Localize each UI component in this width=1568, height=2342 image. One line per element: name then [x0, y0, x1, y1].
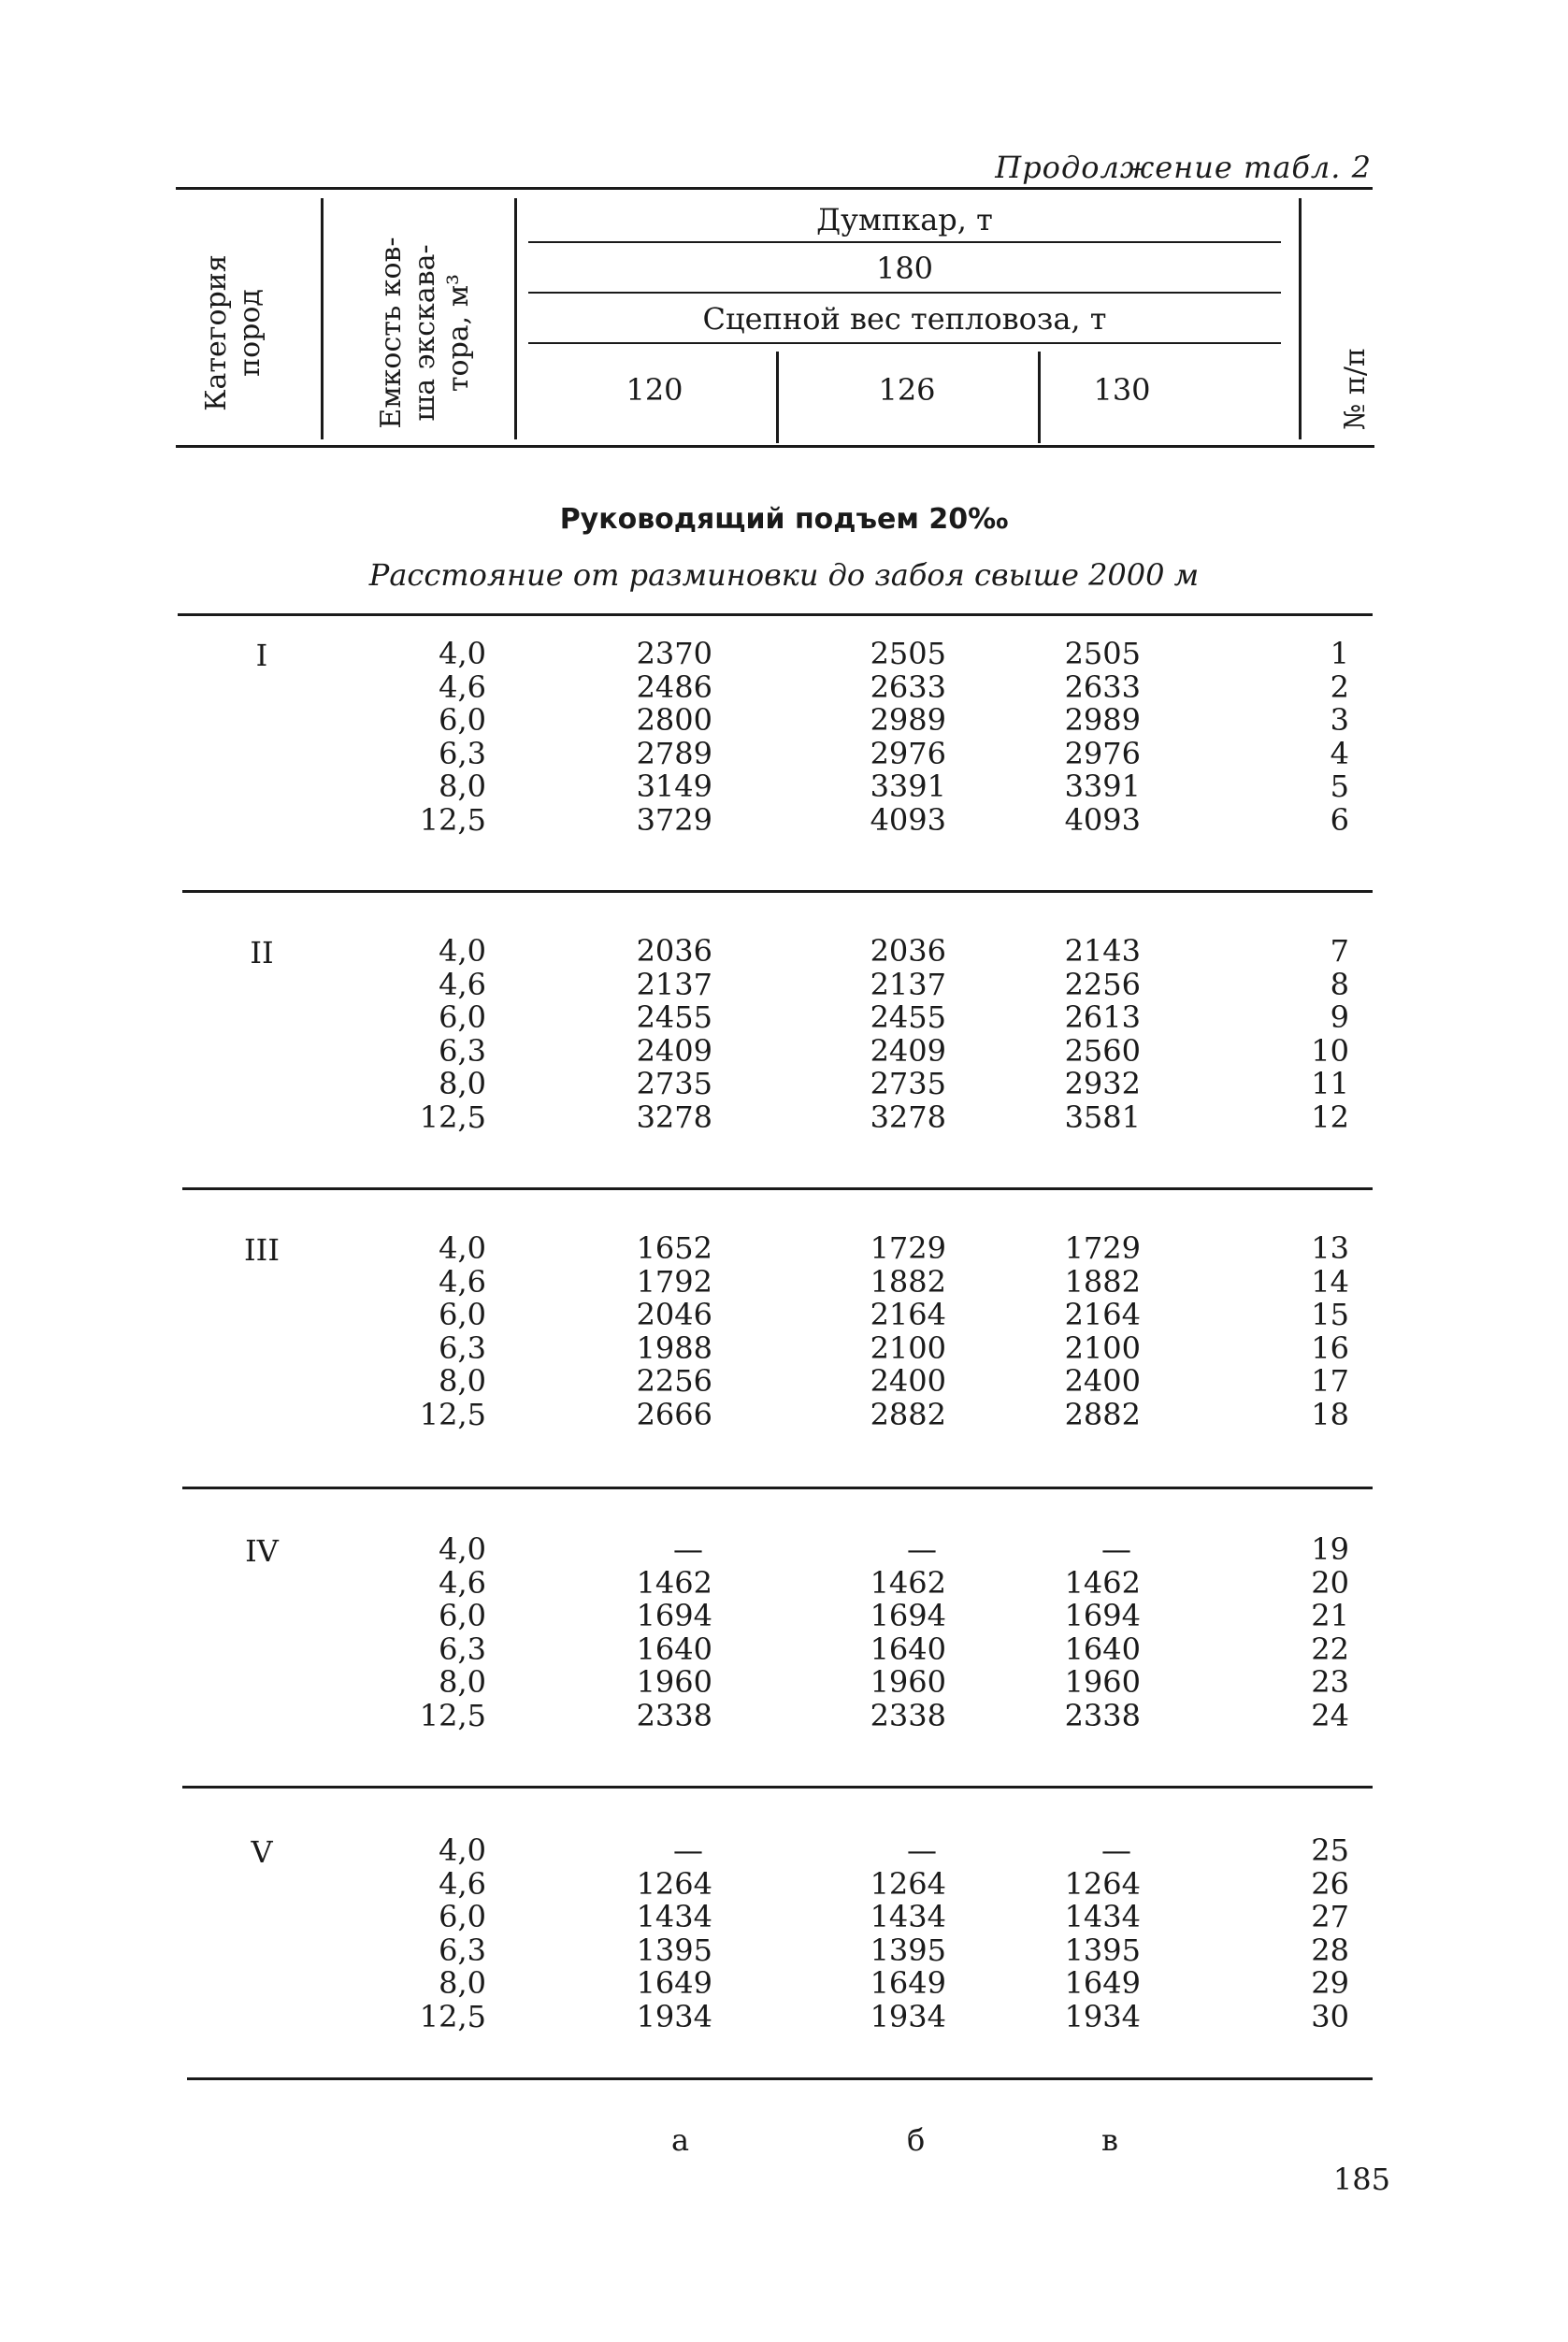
cell-120: 2789	[636, 735, 712, 771]
cell-capacity: 4,6	[439, 1263, 486, 1300]
cell-130: 1729	[1064, 1230, 1141, 1266]
cell-120: 1792	[636, 1263, 712, 1300]
cell-row-number: 16	[1311, 1329, 1349, 1366]
cell-126: 1882	[870, 1263, 946, 1300]
group-separator-rule	[182, 1187, 1373, 1190]
header-divider-3	[1299, 198, 1302, 439]
cell-126: 4093	[870, 801, 946, 838]
cell-120: 1934	[636, 1998, 712, 2034]
cell-row-number: 5	[1330, 769, 1349, 804]
cell-capacity: 12,5	[419, 1998, 486, 2034]
header-row-number: № п/п	[1339, 347, 1372, 431]
cell-130: 2882	[1064, 1396, 1141, 1432]
header-divider-1	[321, 198, 324, 439]
cell-126: 1640	[870, 1631, 946, 1667]
cell-row-number: 11	[1311, 1066, 1349, 1101]
cell-capacity: 4,6	[439, 1865, 486, 1902]
cell-130: 4093	[1064, 801, 1141, 838]
cell-120: 2409	[636, 1032, 712, 1069]
header-bucket-capacity: Емкость ков- ша экскава- тора, м³	[375, 237, 475, 429]
group-separator-rule	[182, 1786, 1373, 1789]
cell-row-number: 9	[1330, 999, 1349, 1035]
section-rule	[178, 613, 1373, 616]
cell-130: 2400	[1064, 1363, 1141, 1399]
cell-120: 2486	[636, 668, 712, 705]
header-loco-weight: Сцепной вес тепловоза, т	[702, 301, 1107, 337]
cell-120: 1462	[636, 1564, 712, 1601]
cell-130: 2613	[1064, 999, 1141, 1035]
cell-row-number: 23	[1311, 1664, 1349, 1700]
table-bottom-rule	[187, 2077, 1373, 2080]
header-dumpcar: Думпкар, т	[816, 202, 993, 237]
cell-capacity: 4,0	[439, 636, 486, 671]
cell-126: —	[907, 1832, 937, 1868]
cell-126: 2633	[870, 668, 946, 705]
section-subtitle: Расстояние от разминовки до забоя свыше 2000 м	[368, 557, 1200, 593]
cell-130: 2989	[1064, 702, 1141, 738]
cell-row-number: 13	[1311, 1230, 1349, 1266]
cell-126: 1462	[870, 1564, 946, 1601]
cell-120: 2046	[636, 1297, 712, 1332]
header-subrule-2	[528, 292, 1281, 294]
cell-row-number: 27	[1311, 1899, 1349, 1934]
cell-120: 1649	[636, 1965, 712, 2001]
cell-capacity: 4,0	[439, 933, 486, 969]
header-divider-2	[514, 198, 517, 439]
cell-130: 1640	[1064, 1631, 1141, 1667]
cell-126: 1934	[870, 1998, 946, 2034]
cell-row-number: 1	[1330, 636, 1349, 671]
cell-126: 2338	[870, 1697, 946, 1733]
cell-130: 2338	[1064, 1697, 1141, 1733]
cell-row-number: 2	[1330, 668, 1349, 705]
cell-capacity: 4,6	[439, 966, 486, 1002]
cell-126: 2036	[870, 933, 946, 969]
cell-120: 2338	[636, 1697, 712, 1733]
cell-120: 2666	[636, 1396, 712, 1432]
header-subrule-1	[528, 241, 1281, 243]
cell-130: —	[1101, 1832, 1131, 1868]
cell-120: 2036	[636, 933, 712, 969]
cell-120: 1434	[636, 1899, 712, 1934]
cell-row-number: 12	[1311, 1099, 1349, 1135]
cell-130: 2633	[1064, 668, 1141, 705]
cell-126: 1649	[870, 1965, 946, 2001]
cell-120: 2137	[636, 966, 712, 1002]
cell-126: 1434	[870, 1899, 946, 1934]
category-label: II	[250, 935, 274, 970]
cell-126: 1264	[870, 1865, 946, 1902]
cell-126: 2735	[870, 1066, 946, 1101]
cell-120: —	[673, 1832, 703, 1868]
header-bottom-rule	[176, 445, 1374, 448]
cell-130: 2100	[1064, 1329, 1141, 1366]
continuation-label: Продолжение табл. 2	[995, 150, 1372, 185]
cell-row-number: 26	[1311, 1865, 1349, 1902]
cell-130: 1264	[1064, 1865, 1141, 1902]
cell-capacity: 8,0	[439, 1363, 486, 1399]
cell-126: 3278	[870, 1099, 946, 1135]
cell-126: 1960	[870, 1664, 946, 1700]
cell-capacity: 6,3	[439, 1631, 486, 1667]
cell-126: 2505	[870, 636, 946, 671]
cell-130: —	[1101, 1531, 1131, 1567]
header-top-rule	[176, 187, 1373, 190]
cell-126: 2100	[870, 1329, 946, 1366]
cell-120: 1640	[636, 1631, 712, 1667]
cell-120: 2455	[636, 999, 712, 1035]
cell-row-number: 24	[1311, 1697, 1349, 1733]
cell-126: 2400	[870, 1363, 946, 1399]
cell-130: 2143	[1064, 933, 1141, 969]
cell-row-number: 14	[1311, 1263, 1349, 1300]
cell-row-number: 25	[1311, 1832, 1349, 1868]
cell-120: 3729	[636, 801, 712, 838]
page-number: 185	[1332, 2162, 1390, 2197]
cell-row-number: 18	[1311, 1396, 1349, 1432]
cell-126: 1694	[870, 1598, 946, 1633]
cell-capacity: 6,3	[439, 735, 486, 771]
cell-126: 2455	[870, 999, 946, 1035]
cell-130: 2256	[1064, 966, 1141, 1002]
cell-126: 2882	[870, 1396, 946, 1432]
cell-120: 2735	[636, 1066, 712, 1101]
cell-120: 2256	[636, 1363, 712, 1399]
cell-130: 2932	[1064, 1066, 1141, 1101]
cell-130: 2976	[1064, 735, 1141, 771]
cell-capacity: 6,3	[439, 1932, 486, 1968]
cell-capacity: 6,0	[439, 999, 486, 1035]
cell-row-number: 8	[1330, 966, 1349, 1002]
cell-120: 2800	[636, 702, 712, 738]
cell-capacity: 12,5	[419, 1697, 486, 1733]
cell-126: 2976	[870, 735, 946, 771]
category-label: V	[251, 1834, 273, 1870]
cell-130: 3391	[1064, 769, 1141, 804]
header-loco-130: 130	[1093, 372, 1151, 408]
cell-126: 2164	[870, 1297, 946, 1332]
cell-capacity: 12,5	[419, 1396, 486, 1432]
cell-126: 2989	[870, 702, 946, 738]
cell-130: 2505	[1064, 636, 1141, 671]
cell-capacity: 6,0	[439, 1899, 486, 1934]
cell-row-number: 4	[1330, 735, 1349, 771]
cell-120: 2370	[636, 636, 712, 671]
cell-row-number: 10	[1311, 1032, 1349, 1069]
cell-capacity: 6,0	[439, 1297, 486, 1332]
cell-120: 3149	[636, 769, 712, 804]
section-title: Руководящий подъем 20‰	[559, 503, 1009, 536]
header-subrule-3	[528, 342, 1281, 344]
cell-capacity: 4,0	[439, 1832, 486, 1868]
header-divider-126	[776, 352, 779, 443]
cell-row-number: 29	[1311, 1965, 1349, 2001]
header-dumpcar-value: 180	[875, 251, 934, 286]
cell-130: 1462	[1064, 1564, 1141, 1601]
cell-126: 3391	[870, 769, 946, 804]
cell-row-number: 28	[1311, 1932, 1349, 1968]
cell-120: 3278	[636, 1099, 712, 1135]
category-label: IV	[245, 1533, 279, 1569]
cell-126: 2137	[870, 966, 946, 1002]
header-category: Категория пород	[200, 254, 266, 411]
header-loco-120: 120	[626, 372, 683, 408]
cell-130: 1649	[1064, 1965, 1141, 2001]
cell-126: 1395	[870, 1932, 946, 1968]
footer-letter-b: б	[907, 2122, 926, 2158]
cell-row-number: 30	[1311, 1998, 1349, 2034]
footer-letter-v: в	[1101, 2122, 1119, 2158]
category-label: I	[255, 638, 268, 673]
cell-130: 2560	[1064, 1032, 1141, 1069]
cell-capacity: 12,5	[419, 801, 486, 838]
header-loco-126: 126	[878, 372, 936, 408]
cell-120: 1395	[636, 1932, 712, 1968]
cell-120: 1264	[636, 1865, 712, 1902]
cell-row-number: 22	[1311, 1631, 1349, 1667]
cell-120: 1694	[636, 1598, 712, 1633]
cell-130: 1934	[1064, 1998, 1141, 2034]
cell-130: 1395	[1064, 1932, 1141, 1968]
cell-130: 1960	[1064, 1664, 1141, 1700]
cell-capacity: 4,6	[439, 668, 486, 705]
cell-row-number: 6	[1330, 801, 1349, 838]
cell-130: 3581	[1064, 1099, 1141, 1135]
cell-126: —	[907, 1531, 937, 1567]
cell-120: 1652	[636, 1230, 712, 1266]
cell-row-number: 21	[1311, 1598, 1349, 1633]
cell-capacity: 8,0	[439, 1066, 486, 1101]
cell-row-number: 17	[1311, 1363, 1349, 1399]
cell-120: 1988	[636, 1329, 712, 1366]
cell-row-number: 3	[1330, 702, 1349, 738]
cell-capacity: 6,3	[439, 1032, 486, 1069]
group-separator-rule	[182, 890, 1373, 893]
cell-row-number: 15	[1311, 1297, 1349, 1332]
cell-capacity: 6,3	[439, 1329, 486, 1366]
footer-letter-a: а	[671, 2122, 690, 2158]
cell-130: 1882	[1064, 1263, 1141, 1300]
cell-capacity: 6,0	[439, 1598, 486, 1633]
cell-row-number: 7	[1330, 933, 1349, 969]
cell-130: 1694	[1064, 1598, 1141, 1633]
cell-130: 1434	[1064, 1899, 1141, 1934]
cell-capacity: 6,0	[439, 702, 486, 738]
group-separator-rule	[182, 1487, 1373, 1489]
cell-capacity: 4,0	[439, 1531, 486, 1567]
cell-capacity: 4,0	[439, 1230, 486, 1266]
cell-capacity: 8,0	[439, 769, 486, 804]
cell-120: —	[673, 1531, 703, 1567]
cell-capacity: 4,6	[439, 1564, 486, 1601]
cell-row-number: 19	[1311, 1531, 1349, 1567]
cell-120: 1960	[636, 1664, 712, 1700]
cell-126: 1729	[870, 1230, 946, 1266]
cell-126: 2409	[870, 1032, 946, 1069]
cell-capacity: 8,0	[439, 1965, 486, 2001]
cell-capacity: 12,5	[419, 1099, 486, 1135]
cell-capacity: 8,0	[439, 1664, 486, 1700]
cell-130: 2164	[1064, 1297, 1141, 1332]
category-label: III	[244, 1232, 280, 1268]
cell-row-number: 20	[1311, 1564, 1349, 1601]
